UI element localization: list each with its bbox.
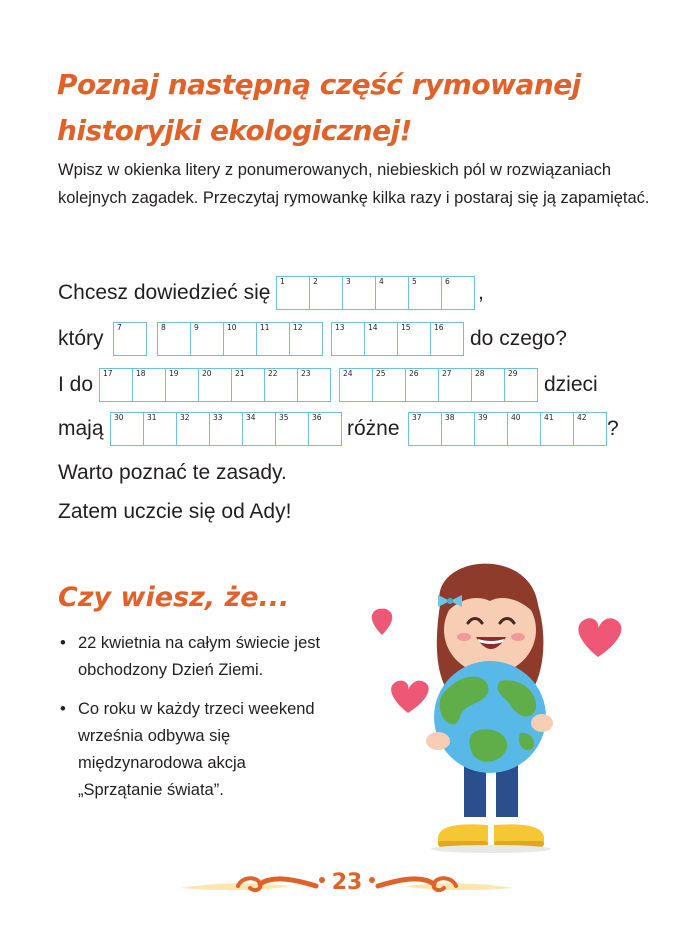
line3-text: I do <box>58 373 94 396</box>
fact-text: Co roku w każdy trzeci weekend września odbywa się międzynarodowa akcja „Sprzątanie świata”. <box>78 700 315 799</box>
puzzle-line-2 <box>58 322 618 356</box>
letter-box[interactable] <box>99 368 133 402</box>
letter-box-number: 32 <box>180 413 190 422</box>
letter-box-number: 27 <box>442 369 452 378</box>
letter-box[interactable] <box>256 322 290 356</box>
letter-box-number: 24 <box>343 369 353 378</box>
letter-box[interactable] <box>364 322 398 356</box>
answer-group-6[interactable] <box>339 368 538 400</box>
letter-box[interactable] <box>113 322 147 356</box>
answer-group-4[interactable] <box>331 322 464 354</box>
letter-box-number: 3 <box>346 277 351 286</box>
letter-box-number: 37 <box>412 413 422 422</box>
answer-group-1[interactable] <box>276 276 475 308</box>
list-item <box>58 696 328 804</box>
letter-box-number: 16 <box>434 323 444 332</box>
puzzle-line-1 <box>58 276 618 310</box>
letter-box-number: 33 <box>213 413 223 422</box>
letter-box[interactable] <box>441 276 475 310</box>
letter-box-number: 8 <box>161 323 166 332</box>
letter-box[interactable] <box>507 412 541 446</box>
letter-box-number: 9 <box>194 323 199 332</box>
letter-box-number: 39 <box>478 413 488 422</box>
did-you-know-heading: Czy wiesz, że... <box>58 582 290 613</box>
letter-box[interactable] <box>308 412 342 446</box>
letter-box-number: 36 <box>312 413 322 422</box>
letter-box[interactable] <box>405 368 439 402</box>
letter-box[interactable] <box>143 412 177 446</box>
girl-with-earth-illustration <box>360 545 640 855</box>
puzzle-line-3 <box>58 368 618 402</box>
instructions: Wpisz w okienka litery z ponumerowanych, niebieskich pól w rozwiązaniach kolejnych zagadek. Przeczytaj rymowankę kilka razy i postaraj się ją zapamiętać. <box>58 161 650 207</box>
letter-box[interactable] <box>176 412 210 446</box>
letter-box[interactable] <box>264 368 298 402</box>
letter-box-number: 18 <box>136 369 146 378</box>
letter-box[interactable] <box>231 368 265 402</box>
letter-box-number: 35 <box>279 413 289 422</box>
line4-middle-text: różne <box>347 417 400 440</box>
letter-box-number: 13 <box>335 323 345 332</box>
fact-text: 22 kwietnia na całym świecie jest obchodzony Dzień Ziemi. <box>78 634 321 679</box>
letter-box[interactable] <box>275 412 309 446</box>
answer-group-3[interactable] <box>157 322 323 354</box>
verse-line-5: Warto poznać te zasady. <box>58 461 287 484</box>
letter-box[interactable] <box>209 412 243 446</box>
letter-box-number: 5 <box>412 277 417 286</box>
letter-box-number: 6 <box>445 277 450 286</box>
letter-box-number: 7 <box>117 323 122 332</box>
letter-box-number: 29 <box>508 369 518 378</box>
verse-line-6: Zatem uczcie się od Ady! <box>58 500 292 523</box>
letter-box-number: 11 <box>260 323 270 332</box>
letter-box[interactable] <box>408 412 442 446</box>
letter-box[interactable] <box>339 368 373 402</box>
letter-box[interactable] <box>372 368 406 402</box>
letter-box-number: 38 <box>445 413 455 422</box>
letter-box-number: 26 <box>409 369 419 378</box>
answer-group-8[interactable] <box>408 412 607 444</box>
heart-icon <box>372 609 393 635</box>
letter-box[interactable] <box>331 322 365 356</box>
letter-box-number: 23 <box>301 369 311 378</box>
letter-box-number: 15 <box>401 323 411 332</box>
letter-box[interactable] <box>474 412 508 446</box>
letter-box[interactable] <box>471 368 505 402</box>
letter-box[interactable] <box>504 368 538 402</box>
letter-box[interactable] <box>242 412 276 446</box>
bullet-icon: • <box>60 700 66 718</box>
letter-box[interactable] <box>309 276 343 310</box>
letter-box-number: 30 <box>114 413 124 422</box>
letter-box[interactable] <box>375 276 409 310</box>
letter-box[interactable] <box>198 368 232 402</box>
line2-end-text: do czego? <box>470 327 567 350</box>
letter-box-number: 10 <box>227 323 237 332</box>
line2-text: który <box>58 327 104 350</box>
answer-group-2[interactable] <box>113 322 147 354</box>
heart-icon <box>391 681 429 713</box>
letter-box-number: 40 <box>511 413 521 422</box>
line1-text: Chcesz dowiedzieć się <box>58 281 271 304</box>
letter-box[interactable] <box>441 412 475 446</box>
letter-box-number: 28 <box>475 369 485 378</box>
letter-box-number: 31 <box>147 413 157 422</box>
letter-box-number: 25 <box>376 369 386 378</box>
letter-box[interactable] <box>157 322 191 356</box>
line3-end-text: dzieci <box>544 373 598 396</box>
letter-box-number: 20 <box>202 369 212 378</box>
bullet-icon: • <box>60 634 66 652</box>
answer-group-5[interactable] <box>99 368 331 400</box>
letter-box[interactable] <box>540 412 574 446</box>
page-number: 23 <box>331 870 363 895</box>
letter-box[interactable] <box>289 322 323 356</box>
letter-box[interactable] <box>297 368 331 402</box>
letter-box-number: 34 <box>246 413 256 422</box>
letter-box-number: 1 <box>280 277 285 286</box>
line1-comma: , <box>478 281 484 304</box>
letter-box[interactable] <box>190 322 224 356</box>
letter-box-number: 21 <box>235 369 245 378</box>
letter-box-number: 22 <box>268 369 278 378</box>
facts-list <box>58 630 328 816</box>
line4-text: mają <box>58 417 104 440</box>
letter-box-number: 4 <box>379 277 384 286</box>
letter-box[interactable] <box>438 368 472 402</box>
line4-question-mark: ? <box>607 417 619 440</box>
heart-icon <box>578 618 621 657</box>
letter-box[interactable] <box>408 276 442 310</box>
letter-box[interactable] <box>276 276 310 310</box>
list-item <box>58 630 328 684</box>
letter-box-number: 17 <box>103 369 113 378</box>
letter-box[interactable] <box>110 412 144 446</box>
letter-box[interactable] <box>342 276 376 310</box>
letter-box-number: 14 <box>368 323 378 332</box>
page-title: Poznaj następną część rymowanej historyjki ekologicznej! <box>57 68 581 147</box>
letter-box-number: 12 <box>293 323 303 332</box>
letter-box-number: 41 <box>544 413 554 422</box>
letter-box[interactable] <box>132 368 166 402</box>
letter-box[interactable] <box>165 368 199 402</box>
letter-box[interactable] <box>430 322 464 356</box>
puzzle-line-4 <box>58 412 628 446</box>
answer-group-7[interactable] <box>110 412 342 444</box>
letter-box-number: 2 <box>313 277 318 286</box>
letter-box-number: 42 <box>577 413 587 422</box>
letter-box-number: 19 <box>169 369 179 378</box>
letter-box[interactable] <box>573 412 607 446</box>
letter-box[interactable] <box>397 322 431 356</box>
letter-box[interactable] <box>223 322 257 356</box>
